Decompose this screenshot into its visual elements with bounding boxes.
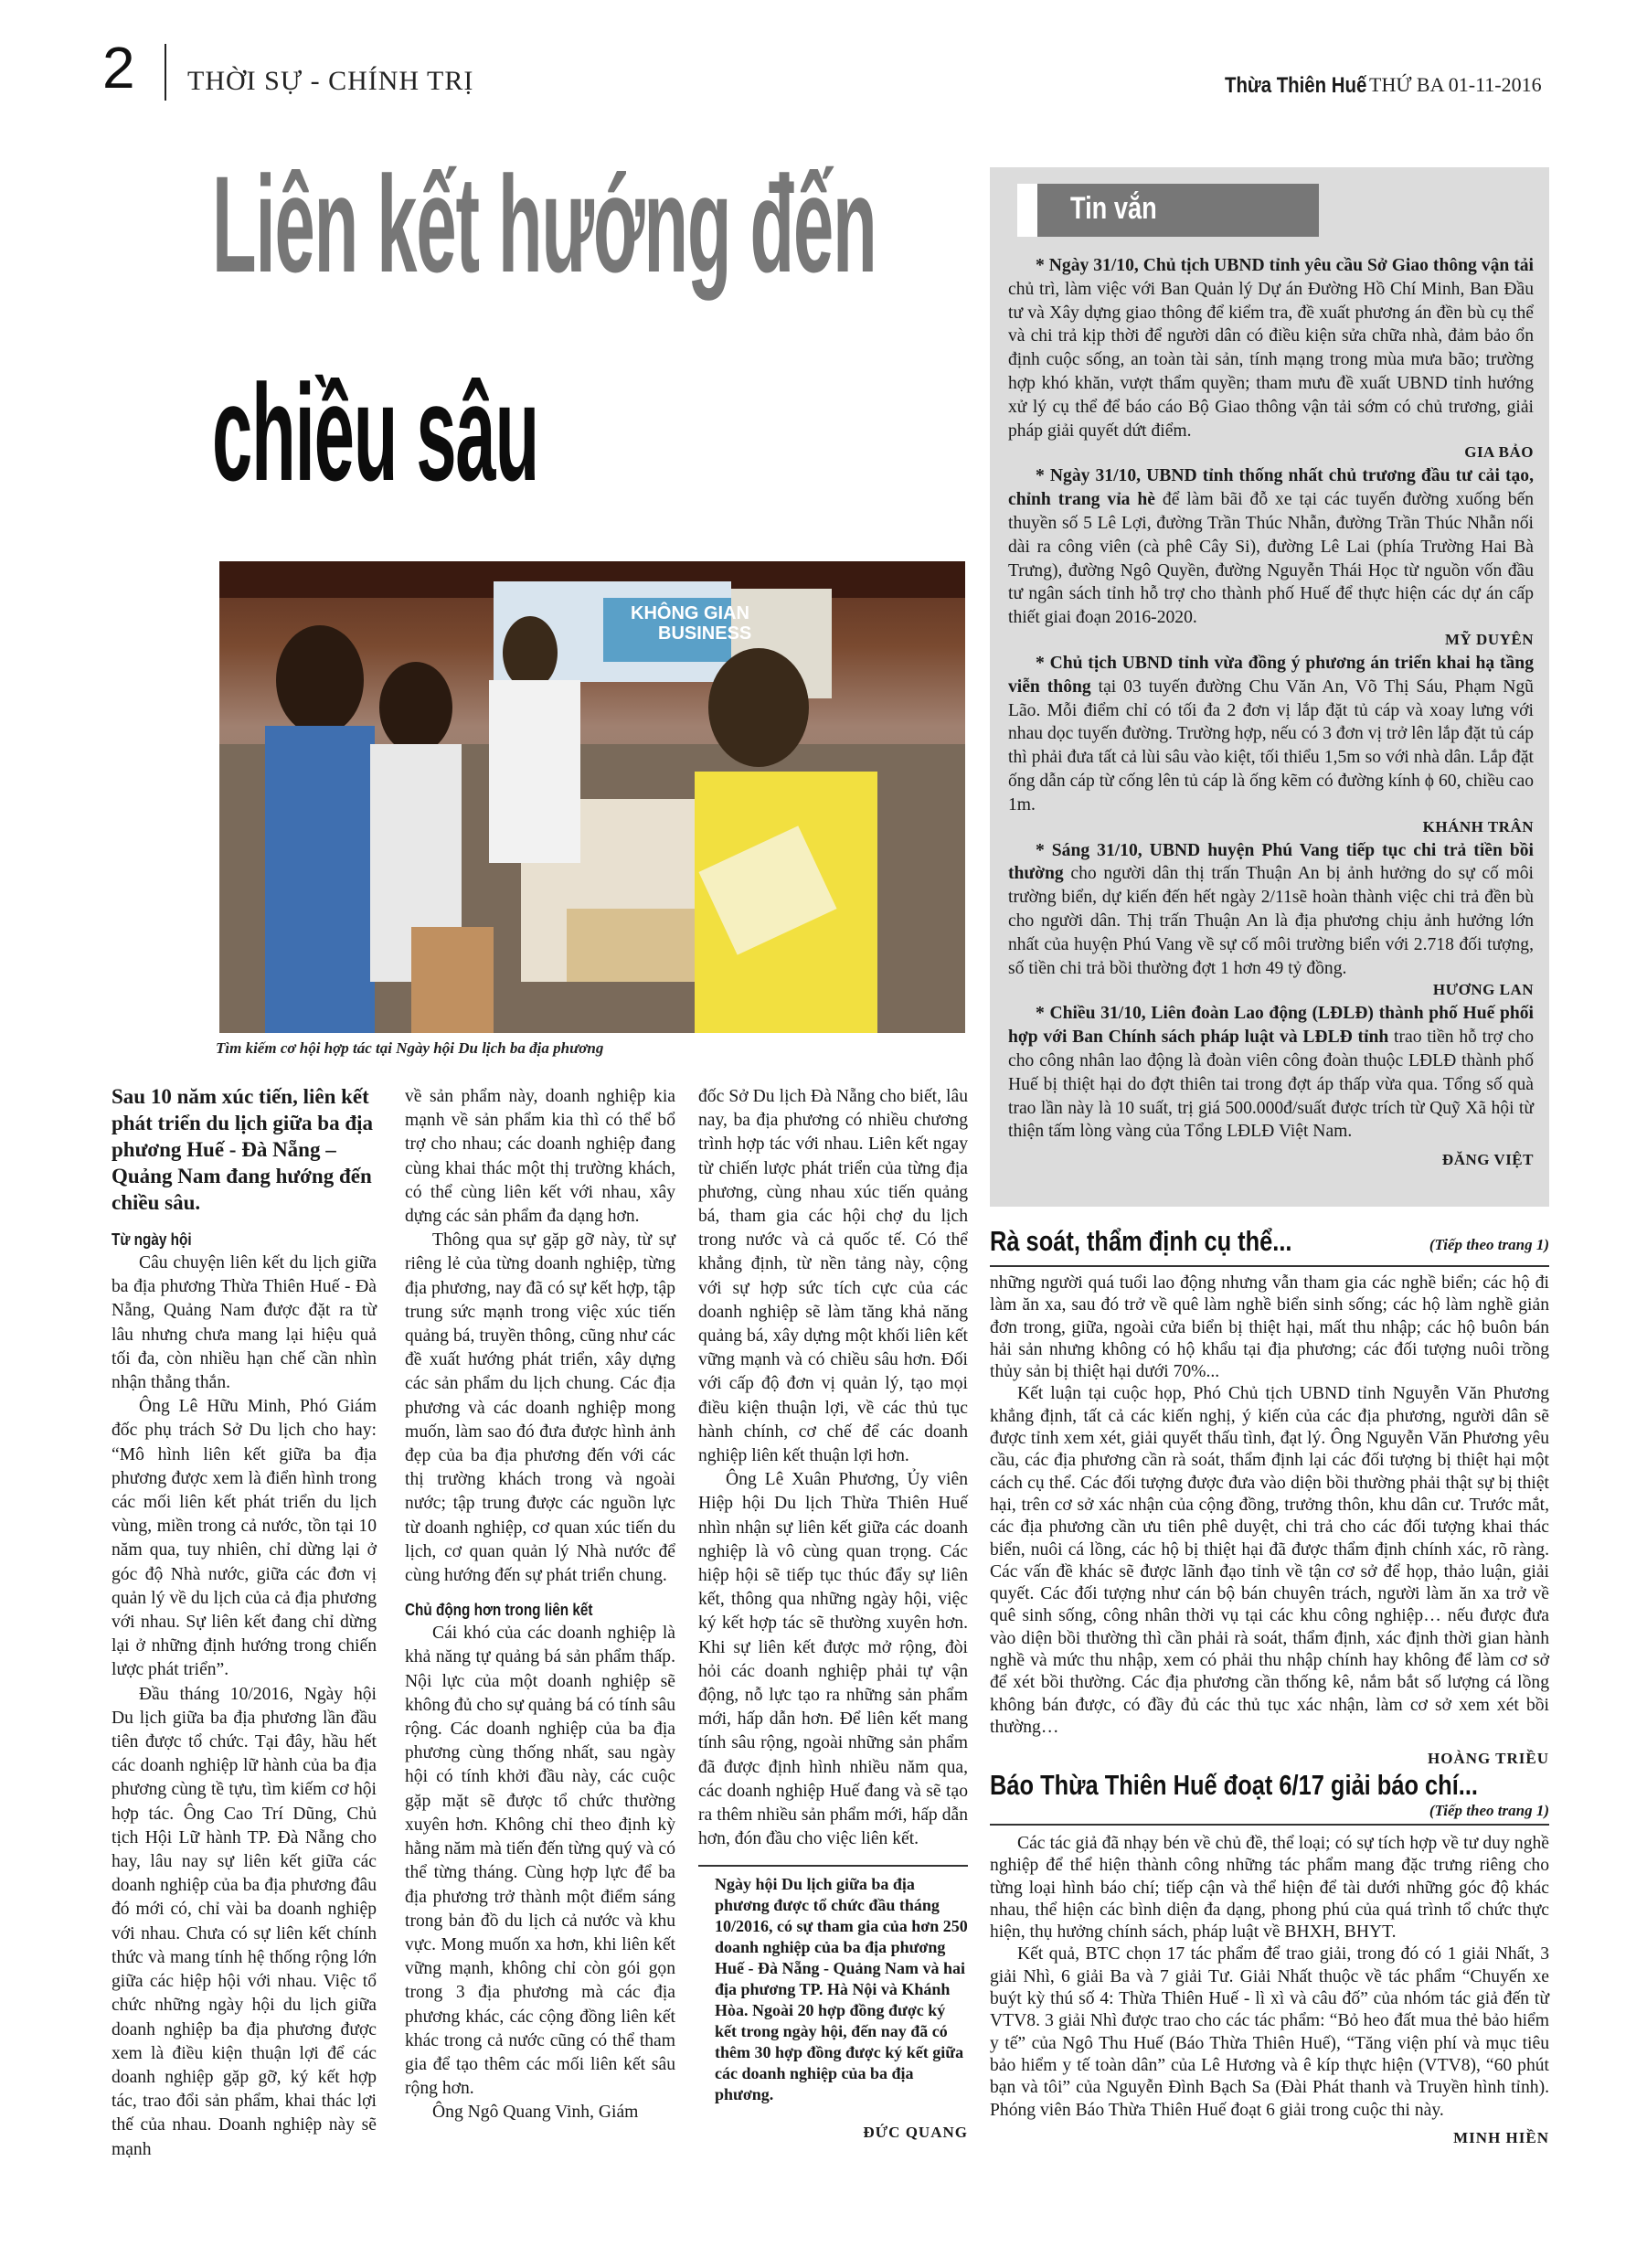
- tin-van-item-author: KHÁNH TRÂN: [1422, 817, 1534, 836]
- tin-van-item: [1008, 652, 1534, 836]
- highlight-box-text: Ngày hội Du lịch giữa ba địa phương được tổ chức đầu tháng 10/2016, có sự tham gia của hơn 250 doanh nghiệp của ba địa phương Huế - Đà Nẵng - Quảng Nam và hai địa phương TP. Hà Nội và Khánh Hòa. Ngoài 20 hợp đồng được ký kết trong ngày hội, đến nay đã có thêm 30 hợp đồng được ký kết giữa các doanh nghiệp của ba địa phương.: [715, 1874, 968, 2103]
- tin-van-box: [990, 167, 1549, 1207]
- ra-soat-title-row: [990, 1225, 1549, 1265]
- col1-paragraph: Ông Lê Hữu Minh, Phó Giám đốc phụ trách Sở Du lịch cho hay: “Mô hình liên kết giữa ba địa phương được xem là điển hình trong các mối liên kết phát triển du lịch vùng, miền trong cả nước, tồn tại 10 năm qua, tuy nhiên, chỉ dừng lại ở góc độ Nhà nước, giữa các đơn vị quản lý về du lịch của cả địa phương với nhau. Sự liên kết đang chỉ dừng lại ở những định hướng trong chiến lược phát triển”.: [112, 1397, 377, 1680]
- tin-van-header: [1017, 184, 1319, 237]
- tin-van-item: [1008, 1002, 1534, 1169]
- bao-tth-article: [990, 1769, 1549, 2147]
- tin-van-items: [1008, 254, 1534, 1172]
- tin-van-item-lead: * Ngày 31/10, UBND tỉnh thống nhất chủ trương đầu tư cải tạo, chỉnh trang vỉa hè: [1008, 466, 1534, 510]
- tin-van-item-text: để làm bãi đỗ xe tại các tuyến đường xuống bến thuyền số 5 Lê Lợi, đường Trần Thúc Nhẫn, đường Trần Thúc Nhẫn nối dài ra công viên (cà phê Cây Si), đường Lê Lai (phía Trường Hai Bà Trưng), đường Ngô Quyền, đường Nguyễn Thái Học từ nguồn vốn đầu tư ngân sách tỉnh hỗ trợ cho thành phố Huế để thực hiện các dự án cấp thiết giai đoạn 2016-2020.: [1008, 490, 1534, 628]
- tin-van-item: [1008, 839, 1534, 1000]
- col1-paragraph: Đầu tháng 10/2016, Ngày hội Du lịch giữa ba địa phương lần đầu tiên được tổ chức. Tại đây, hầu hết các doanh nghiệp lữ hành của ba địa phương cùng tề tựu, tìm kiếm cơ hội hợp tác. Ông Cao Trí Dũng, Chủ tịch Hội Lữ hành TP. Đà Nẵng cho hay, lâu nay sự liên kết giữa các doanh nghiệp của ba địa phương đâu đó mới có, chỉ vài ba doanh nghiệp với nhau. Chưa có sự liên kết chính thức và mang tính hệ thống rộng lớn giữa các hiệp hội với nhau. Việc tổ chức những ngày hội du lịch giữa doanh nghiệp ba địa phương được xem là điều kiện thuận lợi để các doanh nghiệp gặp gỡ, ký kết hợp tác, trao đổi sản phẩm, khai thác lợi thế của nhau. Doanh nghiệp này sẽ mạnh: [112, 1684, 377, 2159]
- tin-van-item-text: cho người dân thị trấn Thuận An bị ảnh hưởng do sự cố môi trường biển, dự kiến đến hết ngày 2/11sẽ hoàn thành việc chi trả đền bù cho người dân. Thị trấn Thuận An là địa phương chịu ảnh hưởng lớn nhất của huyện Phú Vang về sự cố môi trường biển với 2.718 đối tượng, số tiền chi trả bồi thường đợt 1 hơn 49 tỷ đồng.: [1008, 864, 1534, 978]
- photo-banner-text: [631, 603, 751, 644]
- section-title: THỜI SỰ - CHÍNH TRỊ: [187, 66, 474, 96]
- headline-line-1: Liên kết hướng đến: [212, 147, 877, 301]
- subheading-2: Chủ động hơn trong liên kết: [405, 1601, 593, 1620]
- bao-tth-author: MINH HIỀN: [1453, 2128, 1549, 2146]
- tin-van-item-lead: * Chủ tịch UBND tỉnh vừa đồng ý phương án triển khai hạ tầng viễn thông: [1008, 653, 1534, 697]
- bao-tth-continued: (Tiếp theo trang 1): [990, 1802, 1549, 1826]
- paper-name: Thừa Thiên Huế: [1225, 73, 1367, 98]
- tin-van-item-lead: * Chiều 31/10, Liên đoàn Lao động (LĐLĐ) thành phố Huế phối hợp với Ban Chính sách pháp luật và LĐLĐ tỉnh: [1008, 1004, 1534, 1048]
- issue-date: THỨ BA 01-11-2016: [1369, 73, 1542, 96]
- subheading-1: Từ ngày hội: [112, 1230, 192, 1249]
- tin-van-item-author: MỸ DUYÊN: [1444, 630, 1534, 648]
- bao-tth-title: Báo Thừa Thiên Huế đoạt 6/17 giải báo chí...: [990, 1769, 1478, 1801]
- tin-van-item-text: chủ trì, làm việc với Ban Quản lý Dự án Đường Hồ Chí Minh, Ban Đầu tư và Xây dựng giao thông để kiểm tra, đề xuất phương án đền bù cụ thể và chi trả kịp thời để người dân có điều kiện sửa chữa nhà, đảm bảo ổn định cuộc sống, an toàn tài sản, tính mạng trong mùa mưa bão; trường hợp khó khăn, vượt thẩm quyền; tham mưu đề xuất UBND tỉnh hướng xử lý cụ thể để báo cáo Bộ Giao thông vận tải sớm có chủ trương, giải pháp giải quyết dứt điểm.: [1008, 279, 1534, 441]
- lead-paragraph: Sau 10 năm xúc tiến, liên kết phát triển du lịch giữa ba địa phương Huế - Đà Nẵng – Quảng Nam đang hướng đến chiều sâu.: [112, 1085, 374, 1214]
- ra-soat-continued: (Tiếp theo trang 1): [1429, 1236, 1549, 1253]
- article-column-2: [405, 1085, 675, 2125]
- article-photo: [219, 561, 965, 1033]
- ra-soat-article: [990, 1225, 1549, 1768]
- tin-van-item: [1008, 464, 1534, 649]
- header-divider: [165, 44, 166, 101]
- article-author: ĐỨC QUANG: [863, 2123, 968, 2141]
- ra-soat-title: Rà soát, thẩm định cụ thể...: [990, 1225, 1292, 1257]
- tin-van-title: Tin vắn: [1070, 191, 1157, 226]
- col3-paragraph: Ông Lê Xuân Phương, Ủy viên Hiệp hội Du lịch Thừa Thiên Huế nhìn nhận sự liên kết giữa các doanh nghiệp là vô cùng quan trọng. Các hiệp hội sẽ tiếp tục thúc đẩy sự liên kết, thông qua những ngày hội, việc ký kết hợp tác sẽ thường xuyên hơn. Khi sự liên kết được mở rộng, đòi hỏi các doanh nghiệp phải tự vận động, nỗ lực tạo ra những sản phẩm mới, hấp dẫn hơn. Để liên kết mang tính sâu rộng, ngoài những sản phẩm đã được định hình nhiều năm qua, các doanh nghiệp Huế đang và sẽ tạo ra thêm nhiều sản phẩm mới, hấp dẫn hơn, đón đầu cho việc liên kết.: [698, 1470, 968, 1849]
- ra-soat-paragraph: Kết luận tại cuộc họp, Phó Chủ tịch UBND tỉnh Nguyễn Văn Phương khẳng định, tất cả các kiến nghị, ý kiến của các địa phương, người dân sẽ được tỉnh xem xét, giải quyết thấu tình, đạt lý. Ông Nguyễn Văn Phương yêu cầu, các địa phương cần rà soát, thẩm định lại các đối tượng bị thiệt hại một cách cụ thể. Các đối tượng được đưa vào diện bồi thường phải thật sự bị thiệt hại, trên cơ sở xác nhận của cộng đồng, trưởng thôn, khu dân cư. Trước mắt, các địa phương cần ưu tiên phê duyệt, chi trả cho các đối tượng khai thác biển, nuôi cá lồng, các hộ bị thiệt hại đã được thẩm định chính xác, rõ ràng. Các vấn đề khác sẽ được lãnh đạo tỉnh về tận cơ sở để họp, thảo luận, giải quyết. Các đối tượng như cán bộ bán chuyên trách, người làm ăn xa trở về quê sinh sống, công nhân thời vụ tại các khu công nghiệp… nếu được đưa vào diện bồi thường thì cần phải rà soát, thẩm định, xác định thời gian hành nghề và mức thu nhập, xem có phải thu nhập chính hay không để làm cơ sở để xét bồi thường. Các địa phương cần thống kê, nắm bắt số lượng cá lồng không bán được, có đầy đủ các thủ tục xác nhận, làm cơ sở xem xét bồi thường…: [990, 1384, 1549, 1737]
- tin-van-item-lead: * Ngày 31/10, Chủ tịch UBND tỉnh yêu cầu Sở Giao thông vận tải: [1036, 256, 1534, 275]
- bao-tth-paragraph: Các tác giả đã nhạy bén về chủ đề, thể loại; có sự tích hợp về tư duy nghề nghiệp để thể hiện thành công những tác phẩm mang đặc trưng riêng cho từng loại hình báo chí; tiếp cận và thể hiện để tài dưới những góc độ khác nhau, thể hiện các bình diện đa dạng, phong phú của quá trình tổ chức thực hiện, thụ hưởng chính sách, pháp luật về BHXH, BHYT.: [990, 1834, 1549, 1943]
- bao-tth-body: [990, 1826, 1549, 2147]
- col2-paragraph: Cái khó của các doanh nghiệp là khả năng tự quảng bá sản phẩm thấp. Nội lực của một doanh nghiệp sẽ không đủ cho sự quảng bá có tính sâu rộng. Các doanh nghiệp của ba địa phương cùng thống nhất, sau ngày hội có tính khởi đầu này, các cuộc gặp mặt sẽ được tổ chức thường xuyên hơn. Không chỉ theo định kỳ hằng năm mà tiến đến từng quý và có thể từng tháng. Cùng hợp lực để ba địa phương trở thành một điểm sáng trong bản đồ du lịch cả nước và khu vực. Mong muốn xa hơn, khi liên kết vững mạnh, không chỉ còn gói gọn trong 3 địa phương mà các địa phương khác, các cộng đồng liên kết khác trong cả nước cũng có thể tham gia để tạo thêm các mối liên kết sâu rộng hơn.: [405, 1624, 675, 2099]
- article-column-3: [698, 1085, 968, 2142]
- col2-paragraph: Thông qua sự gặp gỡ này, từ sự riêng lẻ của từng doanh nghiệp, từng địa phương, nay đã có sự kết hợp, tập trung sức mạnh trong việc xúc tiến quảng bá, truyền thông, cũng như các đề xuất hướng phát triển, xây dựng các sản phẩm du lịch chung. Các địa phương và các doanh nghiệp mong muốn, làm sao đó đưa được hình ảnh đẹp của ba địa phương đến với các thị trường khách trong và ngoài nước; tập trung được các nguồn lực từ doanh nghiệp, cơ quan xúc tiến du lịch, cơ quan quản lý Nhà nước để cùng hướng đến sự phát triển chung.: [405, 1230, 675, 1586]
- photo-banner-line2: BUSINESS: [658, 623, 752, 644]
- col3-paragraph: đốc Sở Du lịch Đà Nẵng cho biết, lâu nay, ba địa phương có nhiều chương trình hợp tác với nhau. Liên kết ngay từ chiến lược phát triển của từng địa phương, cùng nhau xúc tiến quảng bá, tham gia các hội chợ du lịch trong nước và cả quốc tế. Có thể khẳng định, từ nền tảng này, cộng với sự hợp sức tích cực của các doanh nghiệp sẽ làm tăng khả năng quảng bá, xây dựng một khối liên kết vững mạnh và có chiều sâu hơn. Đối với cấp độ đơn vị quản lý, tạo mọi điều kiện thuận lợi, về các thủ tục hành chính, cơ chế để các doanh nghiệp liên kết thuận lợi hơn.: [698, 1087, 968, 1466]
- tin-van-item-author: GIA BẢO: [1464, 443, 1534, 462]
- tin-van-item-lead: * Sáng 31/10, UBND huyện Phú Vang tiếp tục chi trả tiền bồi thường: [1008, 840, 1534, 884]
- photo-banner-line1: KHÔNG GIAN: [631, 603, 749, 623]
- tin-van-item-author: HƯƠNG LAN: [1432, 981, 1534, 999]
- tin-van-item-text: trao tiền hỗ trợ cho cho công nhân lao động là đoàn viên công đoàn thuộc LĐLĐ thành phố Huế bị thiệt hại do đợt thiên tai trong đợt áp thấp vừa qua. Tổng số quà trao lần này là 10 suất, trị giá 500.000đ/suất được trích từ Quỹ Xã hội từ thiện tấm lòng vàng của Tổng LĐLĐ Việt Nam.: [1008, 1028, 1534, 1142]
- tin-van-item-text: tại 03 tuyến đường Chu Văn An, Võ Thị Sáu, Phạm Ngũ Lão. Mỗi điểm chỉ có tối đa 2 đơn vị lắp đặt tủ cáp và xoay lưng với nhau dọc tuyến đường. Trường hợp, nếu có 3 đơn vị trở lên lắp đặt tủ cáp thì phải đưa tất cả lùi sâu vào kiệt, tối thiểu 1,5m so với nhà dân. Lắp đặt ống dẫn cáp từ cống lên tủ cáp là ống kẽm có đường kính ϕ 60, chiều cao 1m.: [1008, 676, 1534, 815]
- highlight-box: [698, 1865, 968, 2105]
- photo-scene: [219, 561, 965, 1033]
- ra-soat-body: [990, 1265, 1549, 1768]
- tin-van-item: [1008, 254, 1534, 462]
- article-column-1: [112, 1083, 377, 2162]
- bao-tth-paragraph: Kết quả, BTC chọn 17 tác phẩm để trao giải, trong đó có 1 giải Nhất, 3 giải Nhì, 6 giải Ba và 7 giải Tư. Giải Nhất thuộc về tác phẩm “Chuyến xe buýt kỳ thú số 4: Thừa Thiên Huế - lì xì và câu đố” của nhóm tác giả đến từ VTV8. 3 giải Nhì được trao cho các tác phẩm: “Bỏ heo đất mua thẻ bảo hiểm y tế” của Ngô Thu Huế (Báo Thừa Thiên Huế), “Tăng viện phí và mục tiêu bảo hiểm y tế toàn dân” của Lê Hương và ê kíp thực hiện (VTV8), “60 phút bạn và tôi” của Nguyễn Đình Bạch Sa (Đài Phát thanh và Truyền hình tỉnh). Phóng viên Báo Thừa Thiên Huế đoạt 6 giải trong cuộc thi này.: [990, 1944, 1549, 2120]
- photo-caption: Tìm kiếm cơ hội hợp tác tại Ngày hội Du lịch ba địa phương: [216, 1039, 604, 1057]
- col2-paragraph: về sản phẩm này, doanh nghiệp kia mạnh về sản phẩm kia thì có thể bổ trợ cho nhau; các doanh nghiệp đang cùng khai thác một thị trường khách, có thể cùng liên kết với nhau, xây dựng các sản phẩm đa dạng hơn.: [405, 1087, 675, 1227]
- tin-van-item-author: ĐĂNG VIỆT: [1441, 1151, 1534, 1169]
- headline-line-2: chiều sâu: [212, 356, 539, 509]
- page-number: 2: [102, 35, 135, 101]
- col1-paragraph: Câu chuyện liên kết du lịch giữa ba địa phương Thừa Thiên Huế - Đà Nẵng, Quảng Nam được đặt ra từ lâu nhưng chưa mang lại hiệu quả tối đa, còn nhiều hạn chế cần nhìn nhận thẳng thắn.: [112, 1253, 377, 1393]
- ra-soat-paragraph: những người quá tuổi lao động nhưng vẫn tham gia các nghề biển; các hộ đi làm ăn xa, sau đó trở về quê làm nghề biển sinh sống; các hộ làm nghề giản đơn trong, giữa, ngoài cửa biển bị thiệt hại, mất thu nhập; các hộ buôn bán hải sản nhưng không có hộ khẩu tại địa phương; các đối tượng nuôi trồng thủy sản bị thiệt hại dưới 70%...: [990, 1273, 1549, 1382]
- ra-soat-author: HOÀNG TRIỀU: [1427, 1750, 1549, 1768]
- page-header: [0, 0, 1647, 110]
- col2-paragraph: Ông Ngô Quang Vinh, Giám: [432, 2103, 639, 2123]
